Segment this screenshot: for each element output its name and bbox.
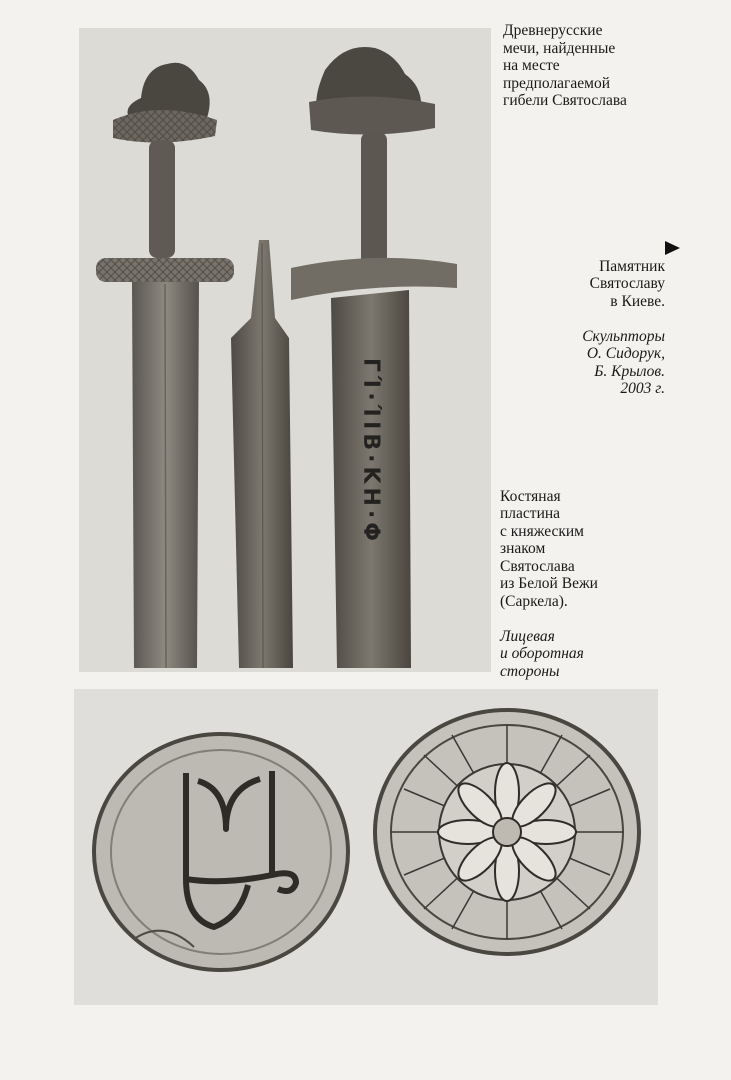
swords-photo	[79, 28, 491, 672]
sword-inscription: ΓΊ·ΊΙΒ·ΚΗ·Φ	[358, 358, 383, 545]
swords-illustration	[79, 28, 491, 672]
caption-monument-title: Памятник Святославу в Киеве.	[589, 257, 665, 310]
caption-plate-title: Костяная пластина с княжеским знаком Святослава из Белой Вежи (Саркела).	[500, 487, 598, 610]
caption-plate-note: Лицевая и оборотная стороны	[500, 627, 584, 680]
caption-swords: Древнерусские мечи, найденные на месте предполагаемой гибели Святослава	[503, 22, 627, 109]
bone-plate-illustration	[74, 689, 658, 1005]
bone-plate-photo	[74, 689, 658, 1005]
plate-back	[375, 710, 639, 954]
caption-monument	[465, 240, 665, 398]
caption-monument-credit: Скульпторы О. Сидорук, Б. Крылов. 2003 г.	[582, 327, 665, 397]
caption-plate	[500, 470, 720, 680]
right-triangle-pointer-icon	[664, 240, 681, 256]
plate-front	[94, 734, 348, 970]
